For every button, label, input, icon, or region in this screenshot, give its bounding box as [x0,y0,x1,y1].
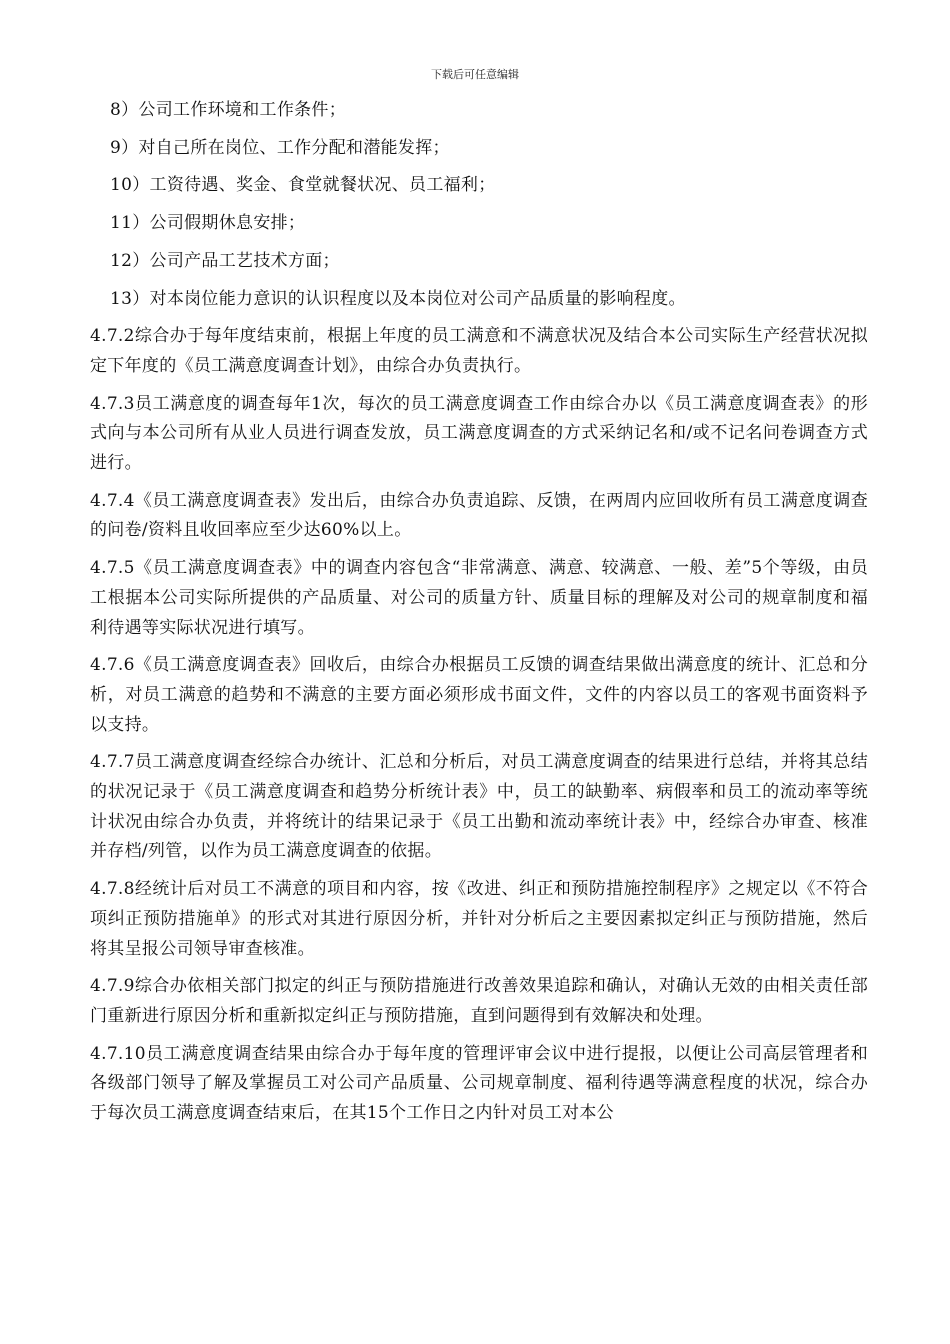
list-item: 8）公司工作环境和工作条件； [110,100,347,120]
paragraph-4-7-9: 4.7.9综合办依相关部门拟定的纠正与预防措施进行改善效果追踪和确认，对确认无效的由相关责任部门重新进行原因分析和重新拟定纠正与预防措施，直到问题得到有效解决和处理。 [90,976,868,1026]
list-item: 11）公司假期休息安排； [110,213,306,234]
paragraph-4-7-4: 4.7.4《员工满意度调查表》发出后，由综合办负责追踪、反馈，在两周内应回收所有员工满意度调查的问卷/资料且收回率应至少达60%以上。 [90,490,868,541]
paragraph-4-7-7: 4.7.7员工满意度调查经综合办统计、汇总和分析后，对员工满意度调查的结果进行总结，并将其总结的状况记录于《员工满意度调查和趋势分析统计表》中，员工的缺勤率、病假率和员工的流动率等统计状况由综合办负责，并将统计的结果记录于《员工出勤和流动率统计表》中，经综合办审查、核准并存档/列管，以作为员工满意度调查的依据。 [90,752,868,862]
list-item: 13）对本岗位能力意识的认识程度以及本岗位对公司产品质量的影响程度。 [110,288,686,309]
paragraph-4-7-3: 4.7.3员工满意度的调查每年1次，每次的员工满意度调查工作由综合办以《员工满意度调查表》的形式向与本公司所有从业人员进行调查发放，员工满意度调查的方式采纳记名和/或不记名问卷调查方式进行。 [90,393,868,474]
list-item: 10）工资待遇、奖金、食堂就餐状况、员工福利； [110,175,496,196]
paragraph-4-7-2: 4.7.2综合办于每年度结束前，根据上年度的员工满意和不满意状况及结合本公司实际生产经营状况拟定下年度的《员工满意度调查计划》，由综合办负责执行。 [90,326,868,376]
paragraph-4-7-8: 4.7.8经统计后对员工不满意的项目和内容，按《改进、纠正和预防措施控制程序》之规定以《不符合项纠正预防措施单》的形式对其进行原因分析，并针对分析后之主要因素拟定纠正与预防措施，然后将其呈报公司领导审查核准。 [90,879,868,959]
paragraph-4-7-6: 4.7.6《员工满意度调查表》回收后，由综合办根据员工反馈的调查结果做出满意度的统计、汇总和分析，对员工满意的趋势和不满意的主要方面必须形成书面文件，文件的内容以员工的客观书面资料予以支持。 [90,655,868,735]
paragraph-4-7-10: 4.7.10员工满意度调查结果由综合办于每年度的管理评审会议中进行提报，以便让公司高层管理者和各级部门领导了解及掌握员工对公司产品质量、公司规章制度、福利待遇等满意程度的状况，综合办于每次员工满意度调查结束后，在其15个工作日之内针对员工对本公 [90,1043,868,1124]
paragraph-4-7-5: 4.7.5《员工满意度调查表》中的调查内容包含“非常满意、满意、较满意、一般、差”5个等级，由员工根据本公司实际所提供的产品质量、对公司的质量方针、质量目标的理解及对公司的规章制度和福利待遇等实际状况进行填写。 [90,558,868,638]
document-body [90,96,868,1137]
page-header: 下载后可任意编辑 [431,68,519,81]
list-item: 12）公司产品工艺技术方面； [110,250,340,271]
list-item: 9）对自己所在岗位、工作分配和潜能发挥； [110,137,450,158]
